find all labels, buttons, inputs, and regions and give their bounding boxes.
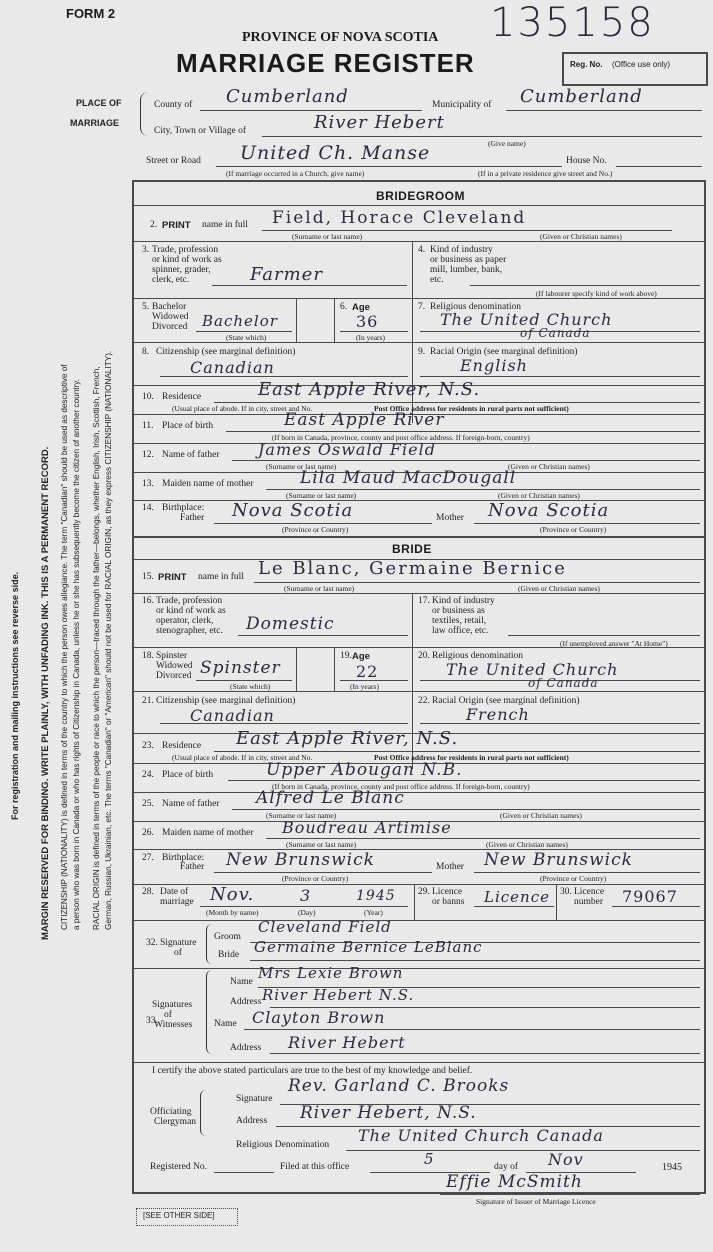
g-bp-father-label: Father — [180, 513, 205, 523]
licence-number: 79067 — [622, 887, 678, 906]
g-status-l2: Widowed — [152, 312, 189, 322]
g-n4: 4. — [418, 245, 426, 255]
b-residence-note-a: (Usual place of abode. If in city, street and No. — [172, 753, 313, 762]
g-n14: 14. — [142, 503, 154, 513]
w2-address-label: Address — [230, 1043, 262, 1053]
bride-bp-mother: New Brunswick — [484, 850, 633, 870]
g-mother-surname-note: (Surname or last name) — [286, 491, 357, 500]
witness2-name: Clayton Brown — [252, 1008, 386, 1027]
clergy-signature: Rev. Garland C. Brooks — [288, 1076, 510, 1096]
b-mother-surname-note: (Surname or last name) — [286, 840, 357, 849]
side-line-1: For registration and mailing instructions see reverse side. — [10, 571, 20, 820]
witness1-address: River Hebert N.S. — [262, 986, 415, 1004]
side-line-3: CITIZENSHIP (NATIONALITY) is defined in terms of the country to which the person owes allegiance. The term "Canadian" should be used as descriptive of — [60, 364, 69, 930]
marriage-year: 1945 — [356, 888, 396, 904]
w2-name-label: Name — [214, 1019, 237, 1029]
m-licence-no-l1: Licence — [574, 887, 605, 897]
bride-heading: BRIDE — [392, 542, 432, 556]
g-industry-l3: mill, lumber, bank, — [430, 265, 503, 275]
b-residence-label: Residence — [162, 741, 202, 751]
marriage-month: Nov. — [210, 884, 255, 905]
year-note: (Year) — [364, 908, 383, 917]
g-n13: 13. — [142, 479, 154, 489]
g-surname-note: (Surname or last name) — [292, 232, 363, 241]
g-given-note: (Given or Christian names) — [540, 232, 622, 241]
g-religion-label: Religious denomination — [430, 302, 522, 312]
m-licence-no-l2: number — [574, 897, 604, 907]
g-father-surname-note: (Surname or last name) — [266, 462, 337, 471]
municipality-label: Municipality of — [432, 100, 492, 110]
b-mother-label: Maiden name of mother — [162, 828, 254, 838]
b-industry-l4: law office, etc. — [432, 626, 489, 636]
religious-label: Religious Denomination — [236, 1140, 330, 1150]
g-birth-label: Place of birth — [162, 421, 214, 431]
county-value: Cumberland — [226, 86, 349, 107]
g-trade-l4: clerk, etc. — [152, 275, 190, 285]
groom-racial: English — [460, 356, 528, 375]
g-status-l1: Bachelor — [152, 302, 187, 312]
g-trade-l1: Trade, profession — [152, 245, 219, 255]
groom-bp-father: Nova Scotia — [232, 500, 354, 521]
b-age-label: Age — [352, 651, 370, 662]
b-bp-mother-label: Mother — [436, 862, 464, 872]
b-n25: 25. — [142, 799, 154, 809]
day-of-label: day of — [494, 1162, 519, 1172]
clergy-religion: The United Church Canada — [358, 1126, 604, 1145]
s-bride-label: Bride — [218, 950, 240, 960]
groom-residence: East Apple River, N.S. — [258, 379, 481, 400]
sig-brace-1 — [206, 924, 213, 964]
g-industry-l4: etc. — [430, 275, 444, 285]
g-state-note: (State which) — [226, 333, 267, 342]
m-n28: 28. — [142, 887, 154, 897]
g-n6: 6. — [340, 302, 348, 312]
main-frame — [132, 180, 706, 1194]
b-industry-l3: textiles, retail, — [432, 616, 487, 626]
province-heading: PROVINCE OF NOVA SCOTIA — [242, 30, 439, 45]
place-brace — [140, 92, 149, 136]
g-trade-l3: spinner, grader, — [152, 265, 211, 275]
b-n18: 18. — [142, 651, 154, 661]
b-print-label: PRINT — [158, 572, 187, 583]
b-status-l3: Divorced — [156, 671, 192, 681]
w1-name-label: Name — [230, 977, 253, 987]
place-label-1: PLACE OF — [76, 98, 122, 108]
s-n32: 32. — [146, 938, 158, 948]
reg-no-note: (Office use only) — [612, 60, 671, 69]
b-n21: 21. — [142, 696, 154, 706]
month-note: (Month by name) — [206, 908, 259, 917]
b-years-note: (In years) — [350, 682, 379, 691]
clergy-brace — [200, 1090, 207, 1136]
street-label: Street or Road — [146, 156, 201, 166]
b-citizenship-label: Citizenship (see marginal definition) — [156, 696, 296, 706]
bride-residence: East Apple River, N.S. — [236, 728, 459, 749]
b-n22: 22. — [418, 696, 430, 706]
s-n33: 33. — [146, 1016, 158, 1026]
b-n16: 16. — [142, 596, 154, 606]
s-groom-label: Groom — [214, 932, 241, 942]
b-state-note: (State which) — [230, 682, 271, 691]
street-value: United Ch. Manse — [240, 142, 431, 164]
b-residence-note-b: Post Office address for residents in rural parts not sufficient) — [374, 753, 569, 762]
g-industry-l2: or business as paper — [430, 255, 507, 265]
m-licence-l2: or banns — [432, 897, 465, 907]
g-status-l3: Divorced — [152, 322, 188, 332]
bride-mother: Boudreau Artimise — [282, 818, 452, 837]
see-other-side: [SEE OTHER SIDE] — [143, 1211, 215, 1220]
clergy-address-label: Address — [236, 1116, 268, 1126]
groom-birthplace: East Apple River — [284, 410, 445, 430]
bride-father: Alfred Le Blanc — [256, 788, 405, 808]
signature-label: Signature — [236, 1094, 273, 1104]
serial-number: 135158 — [490, 0, 655, 46]
officiating-l2: Clergyman — [154, 1117, 197, 1127]
form-label: FORM 2 — [66, 6, 116, 21]
city-label: City, Town or Village of — [154, 126, 246, 136]
b-n17: 17. — [418, 596, 430, 606]
b-status-l1: Spinster — [156, 651, 188, 661]
filed-day: 5 — [424, 1150, 435, 1168]
g-residence-label: Residence — [162, 392, 202, 402]
church-note: (If marriage occurred in a Church, give name) — [226, 169, 365, 178]
b-trade-l4: stenographer, etc. — [156, 626, 223, 636]
reg-no-box — [562, 52, 708, 86]
b-n24: 24. — [142, 770, 154, 780]
g-n9: 9. — [418, 347, 426, 357]
day-note: (Day) — [298, 908, 316, 917]
b-n20: 20. — [418, 651, 430, 661]
groom-citizenship: Canadian — [190, 358, 275, 377]
m-date-l2: marriage — [160, 897, 194, 907]
filed-year: 1945 — [662, 1162, 682, 1173]
b-trade-l2: or kind of work as — [156, 606, 226, 616]
g-father-label: Name of father — [162, 450, 220, 460]
g-province-note-2: (Province or Country) — [540, 525, 607, 534]
b-given-note: (Given or Christian names) — [518, 584, 600, 593]
bride-bp-father: New Brunswick — [226, 850, 375, 870]
groom-father: James Oswald Field — [258, 440, 436, 459]
groom-age: 36 — [356, 312, 379, 331]
s-wit-l3: Witnesses — [154, 1020, 193, 1030]
reg-no-label: Reg. No. — [570, 60, 603, 69]
side-line-4: a person who was born in Canada or who has rights of Citizenship in Canada, unless he or she has subsequently become the citizen of another country. — [72, 378, 81, 930]
g-n7: 7. — [418, 302, 426, 312]
g-n12: 12. — [142, 450, 154, 460]
b-father-surname-note: (Surname or last name) — [266, 811, 337, 820]
b-province-note-1: (Province or Country) — [282, 874, 349, 883]
issuer-signature: Effie McSmith — [446, 1172, 583, 1192]
g-print-label: PRINT — [162, 220, 191, 231]
g-industry-l1: Kind of industry — [430, 245, 493, 255]
b-bp-father-label: Father — [180, 862, 205, 872]
b-surname-note: (Surname or last name) — [284, 584, 355, 593]
clergy-address: River Hebert, N.S. — [300, 1103, 477, 1123]
g-birth-note: (If born in Canada, province, county and post office address. If foreign-born, country) — [272, 433, 530, 442]
place-label-2: MARRIAGE — [70, 118, 119, 128]
g-mother-label: Maiden name of mother — [162, 479, 254, 489]
groom-bp-mother: Nova Scotia — [488, 500, 610, 521]
b-n23: 23. — [142, 741, 154, 751]
groom-religion-1: The United Church — [440, 310, 613, 329]
b-status-l2: Widowed — [156, 661, 193, 671]
bride-religion-2: of Canada — [528, 676, 599, 690]
g-n3: 3. — [142, 245, 150, 255]
g-bp-label: Birthplace: — [162, 503, 205, 513]
b-trade-l3: operator, clerk, — [156, 616, 214, 626]
b-racial-label: Racial Origin (see marginal definition) — [432, 696, 580, 706]
b-father-given-note: (Given or Christian names) — [500, 811, 582, 820]
bride-status: Spinster — [200, 658, 281, 678]
side-line-5: RACIAL ORIGIN is defined in terms of the people or race to which the person—traced through the father—belongs, whether English, Irish, Scottish, French, — [92, 366, 101, 930]
b-mother-given-note: (Given or Christian names) — [486, 840, 568, 849]
g-years-note: (In years) — [356, 333, 385, 342]
b-bp-label: Birthplace: — [162, 853, 205, 863]
see-other-box — [136, 1208, 238, 1226]
house-label: House No. — [566, 156, 607, 166]
s-wit-l2: of — [164, 1010, 172, 1020]
bride-signature: Germaine Bernice LeBlanc — [254, 938, 483, 956]
m-n29: 29. — [418, 887, 430, 897]
g-residence-note-b: Post Office address for residents in rural parts not sufficient) — [374, 404, 569, 413]
residence-note: (If in a private residence give street and No.) — [478, 169, 613, 178]
b-religion-label: Religious denomination — [432, 651, 524, 661]
bridegroom-heading: BRIDEGROOM — [376, 189, 465, 203]
m-licence-l1: Licence — [432, 887, 463, 897]
bride-age: 22 — [356, 662, 379, 681]
municipality-value: Cumberland — [520, 86, 643, 107]
b-unemployed-note: (If unemployed answer "At Home") — [560, 639, 668, 648]
b-n19: 19. — [340, 651, 352, 661]
b-father-label: Name of father — [162, 799, 220, 809]
g-residence-note-a: (Usual place of abode. If in city, street and No. — [172, 404, 313, 413]
g-name-label: name in full — [202, 220, 248, 230]
issuer-note: Signature of Issuer of Marriage Licence — [476, 1197, 596, 1206]
g-n10: 10. — [142, 392, 154, 402]
bride-name: Le Blanc, Germaine Bernice — [258, 558, 567, 579]
g-province-note-1: (Province or Country) — [282, 525, 349, 534]
filed-label: Filed at this office — [280, 1162, 350, 1172]
w1-address-label: Address — [230, 997, 262, 1007]
g-racial-label: Racial Origin (see marginal definition) — [430, 347, 578, 357]
s-wit-l1: Signatures — [152, 1000, 193, 1010]
b-trade-l1: Trade, profession — [156, 596, 223, 606]
filed-month: Nov — [548, 1150, 584, 1169]
g-n11: 11. — [142, 421, 154, 431]
g-labourer-note: (If labourer specify kind of work above) — [536, 289, 657, 298]
b-n27: 27. — [142, 853, 154, 863]
witness1-name: Mrs Lexie Brown — [258, 964, 404, 982]
groom-trade: Farmer — [250, 264, 323, 285]
m-date-l1: Date of — [160, 887, 189, 897]
b-n26: 26. — [142, 828, 154, 838]
g-n8: 8. — [142, 347, 150, 357]
county-label: County of — [154, 100, 193, 110]
b-province-note-2: (Province or Country) — [540, 874, 607, 883]
m-n30: 30. — [560, 887, 572, 897]
b-n15: 15. — [142, 572, 154, 582]
g-n2: 2. — [150, 220, 158, 230]
groom-status: Bachelor — [202, 312, 278, 330]
city-value: River Hebert — [314, 112, 445, 133]
g-father-given-note: (Given or Christian names) — [508, 462, 590, 471]
g-citizenship-label: Citizenship (see marginal definition) — [156, 347, 296, 357]
groom-name: Field, Horace Cleveland — [272, 208, 527, 228]
page-title: MARRIAGE REGISTER — [176, 48, 475, 78]
b-birth-label: Place of birth — [162, 770, 214, 780]
b-industry-l2: or business as — [432, 606, 485, 616]
marriage-day: 3 — [300, 886, 312, 905]
g-trade-l2: or kind of work as — [152, 255, 222, 265]
groom-religion-2: of Canada — [520, 326, 591, 340]
bride-citizenship: Canadian — [190, 706, 275, 725]
s-sig-l2: of — [174, 948, 182, 958]
bride-religion-1: The United Church — [446, 660, 619, 679]
g-mother-given-note: (Given or Christian names) — [498, 491, 580, 500]
give-name-note: (Give name) — [488, 139, 526, 148]
registered-label: Registered No. — [150, 1162, 207, 1172]
witness2-address: River Hebert — [288, 1033, 406, 1052]
b-name-label: name in full — [198, 572, 244, 582]
groom-signature: Cleveland Field — [258, 918, 392, 936]
bride-birthplace: Upper Abougan N.B. — [266, 760, 463, 780]
certify-text: I certify the above stated particulars are true to the best of my knowledge and belief. — [152, 1066, 473, 1076]
g-n5: 5. — [142, 302, 150, 312]
side-line-2: MARGIN RESERVED FOR BINDING. WRITE PLAINLY, WITH UNFADING INK. THIS IS A PERMANENT RECORD. — [40, 446, 51, 940]
bride-racial: French — [466, 705, 530, 724]
licence-or-banns: Licence — [484, 888, 550, 906]
sig-brace-2 — [206, 970, 213, 1054]
s-sig-l1: Signature — [160, 938, 197, 948]
bride-trade: Domestic — [246, 614, 335, 634]
officiating-l1: Officiating — [150, 1107, 192, 1117]
b-industry-l1: Kind of industry — [432, 596, 495, 606]
b-birth-note: (If born in Canada, province, county and post office address. If foreign-born, country) — [272, 782, 530, 791]
groom-mother: Lila Maud MacDougall — [300, 468, 517, 488]
g-bp-mother-label: Mother — [436, 513, 464, 523]
side-line-6: German, Russian, Ukrainian, etc. The terms "Canadian" or "American" should not be used for RACIAL ORIGIN, as they express CITIZENSHIP (NATIONALITY). — [104, 350, 113, 930]
g-age-label: Age — [352, 302, 370, 313]
